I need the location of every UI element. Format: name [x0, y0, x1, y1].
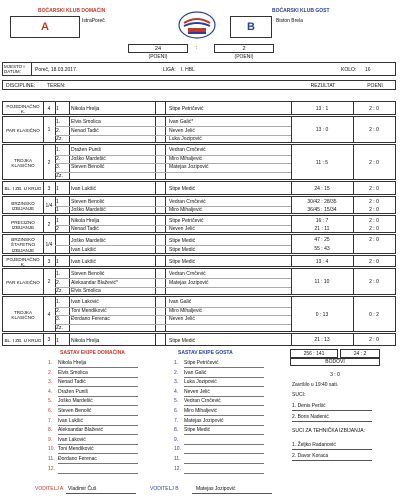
- result-value: 13 : 0: [315, 127, 329, 133]
- roster-player: Elvis Smolica: [58, 369, 88, 376]
- guest-leader-name: Matejas Jozipović: [196, 486, 236, 492]
- bonus-label: BODOVI: [325, 359, 345, 365]
- guest-player: Stipe Medić: [169, 237, 196, 244]
- roster-entry: [174, 379, 274, 385]
- table-row: [2, 296, 396, 332]
- roster-player: Joško Mardešić: [58, 398, 93, 405]
- home-player: Joško Mardešić: [71, 155, 106, 162]
- home-player: Joško Mardešić: [71, 207, 106, 213]
- roster-player: Ivan Lukšić: [58, 417, 84, 424]
- player-number: Zz.: [56, 287, 63, 294]
- roster-number: 2.: [48, 369, 53, 376]
- points-value: 2 : 0: [369, 218, 379, 224]
- roster-player: Luka Jozipović: [184, 379, 217, 386]
- table-row: [2, 333, 396, 346]
- roster-entry: [174, 466, 274, 472]
- roster-number: 3.: [174, 379, 179, 386]
- roster-entry: [48, 456, 148, 462]
- player-number: 2.: [56, 127, 61, 134]
- tech-judges-label: SUCI ZA TEHNIČKA IZBIJANJA:: [292, 428, 365, 434]
- roster-number: 1.: [174, 360, 179, 366]
- roster-entry: [48, 408, 148, 414]
- roster-entry: [48, 437, 148, 443]
- points-value: 2 : 0: [369, 337, 379, 343]
- points-value: 2 : 0: [369, 185, 379, 192]
- roster-number: 12.: [174, 465, 181, 472]
- roster-number: 4.: [174, 388, 179, 395]
- points-value: 2 : 0: [369, 105, 379, 112]
- player-number: 1: [56, 186, 59, 192]
- total-result-box: [290, 349, 338, 358]
- home-player: Steven Benolić: [71, 199, 105, 205]
- roster-player: Dražen Puniš: [58, 388, 89, 395]
- table-row: [2, 181, 396, 195]
- discipline-label: PAR KLASIČNO: [6, 127, 40, 133]
- player-number: 1.: [56, 299, 61, 306]
- roster-number: 5.: [174, 398, 179, 405]
- roster-entry: [48, 379, 148, 385]
- roster-entry: [174, 456, 274, 462]
- roster-number: 5.: [48, 398, 53, 405]
- terrain-value: 2: [47, 159, 51, 166]
- guest-player: Neven Jelić: [169, 316, 195, 323]
- roster-entry: [48, 427, 148, 433]
- discipline-label: POJEDINAČNO K.: [6, 103, 40, 114]
- result-value-2: 36/45 : 15/34: [307, 207, 337, 213]
- points-value: 2 : 0: [369, 199, 379, 205]
- terrain-value: 3: [47, 337, 51, 343]
- guest-player: Stipe Medić: [169, 337, 196, 344]
- table-row: [2, 196, 396, 214]
- table-row: [2, 101, 396, 115]
- guest-player: Miro Mihaljević: [169, 307, 203, 314]
- home-player: Aleksandar Blažević*: [71, 279, 118, 286]
- player-number: 1: [56, 199, 59, 205]
- home-player: Nikola Hrelja: [71, 218, 100, 224]
- roster-entry: [174, 389, 274, 395]
- player-number: 1: [56, 218, 59, 224]
- player-number: 3.: [56, 316, 61, 323]
- player-number: 2.: [56, 279, 61, 286]
- roster-entry: [48, 360, 148, 366]
- guest-player: Stipe Medić: [169, 186, 196, 192]
- roster-number: 8.: [48, 427, 53, 434]
- roster-entry: [48, 389, 148, 395]
- roster-number: 6.: [174, 408, 179, 414]
- terrain-value: 2: [47, 279, 51, 285]
- roster-player: Aleksandar Blažević: [58, 427, 104, 434]
- roster-entry: [48, 418, 148, 424]
- place-value: Poreč, 18.03.2017.: [35, 67, 78, 73]
- home-roster-title: SASTAV EKIPE DOMAĆINA: [60, 350, 125, 356]
- roster-number: 7.: [48, 417, 53, 424]
- roster-player: Steven Benolić: [58, 408, 92, 414]
- guest-roster: [174, 360, 274, 478]
- guest-roster-title: SASTAV EKIPE GOSTA: [178, 350, 233, 356]
- player-number: Zz.: [56, 172, 63, 179]
- guest-player: Neven Jelić: [169, 127, 195, 134]
- guest-player: Matejas Jozipović: [169, 279, 209, 286]
- discipline-label: POJEDINAČNO K.: [6, 256, 40, 267]
- guest-player: Luka Jozipović: [169, 135, 202, 142]
- home-roster: [48, 360, 148, 478]
- points-value: 2 : 0: [369, 237, 379, 243]
- roster-number: 3.: [48, 379, 53, 386]
- guest-player: Vedran Crnčević: [169, 199, 206, 205]
- roster-player: Matejas Jozipović: [184, 417, 224, 424]
- guest-points: 2: [242, 46, 246, 52]
- bonus-label-box: [290, 358, 380, 366]
- guest-club-name: Biston Brela: [276, 18, 303, 24]
- player-number: Zz.: [56, 135, 63, 142]
- roster-player: Neven Jelić: [184, 388, 210, 395]
- guest-player: Vedran Crnčević: [169, 147, 206, 154]
- guest-player: Neven Jelić: [169, 226, 195, 232]
- guest-points-label: (POENI): [234, 54, 254, 60]
- player-number: 1.: [56, 119, 61, 126]
- roster-player: Miro Mihaljević: [184, 408, 218, 414]
- judge-1: 1. Denis Peršić: [292, 403, 326, 409]
- home-player: Nikola Hrelja: [71, 337, 100, 344]
- player-number: Zz.: [56, 324, 63, 331]
- guest-club-title: BOĆARSKI KLUB GOST: [272, 8, 330, 14]
- home-player: Ivan Lukšić: [71, 246, 97, 253]
- roster-entry: [174, 360, 274, 366]
- place-label: MJESTO I DATUM:: [4, 64, 25, 74]
- roster-number: 11.: [48, 456, 55, 462]
- roster-player: Ivan Laković: [58, 436, 86, 443]
- player-number: 2.: [56, 307, 61, 314]
- home-player: Ivan Lukšić: [71, 186, 97, 192]
- discipline-header: DISCIPLINE:: [6, 83, 36, 89]
- terrain-value: 1/4: [45, 202, 53, 209]
- points-value: 0 : 2: [369, 311, 379, 318]
- roster-entry: [48, 370, 148, 376]
- terrain-value: 4: [47, 105, 51, 112]
- result-value: 0 : 13: [315, 311, 329, 318]
- tech-judge-1: 1. Željko Radanović: [292, 442, 336, 448]
- home-player: Ivan Lukšić: [71, 259, 97, 265]
- terrain-value: 1/4: [45, 241, 53, 248]
- guest-player: Miro Mihaljević: [169, 155, 203, 162]
- guest-player: Miro Mihaljević: [169, 207, 203, 213]
- home-leader-name: Vladimir Čuš: [68, 486, 97, 492]
- roster-player: Đordano Ferenac: [58, 456, 97, 462]
- guest-player: Stipe Petričević: [169, 106, 204, 112]
- points-value-2: 2 : 0: [369, 207, 379, 213]
- home-player: Đordano Ferenac: [71, 316, 110, 323]
- roster-player: Nikola Hrelja: [58, 360, 87, 366]
- terrain-value: 1: [47, 127, 51, 133]
- judge-2: 2. Boris Nadenić: [292, 414, 329, 420]
- guest-player: Ivan Galić: [169, 299, 192, 306]
- roster-entry: [174, 437, 274, 443]
- guest-player: Ivan Galić*: [169, 119, 194, 126]
- roster-entry: [48, 446, 148, 452]
- home-letter: A: [41, 21, 49, 33]
- result-value: 16 : 7: [315, 218, 329, 224]
- total-result: 256 : 141: [303, 351, 325, 357]
- result-header: REZULTAT: [310, 83, 336, 89]
- roster-number: 10.: [174, 446, 181, 453]
- home-player: Steven Benolić: [71, 271, 105, 278]
- discipline-label: BRZINSKO ŠTAFETNO IZBIJANJE: [10, 236, 36, 253]
- roster-player: Toni Mendiković: [58, 446, 94, 453]
- result-value: 47 : 25: [314, 237, 330, 243]
- result-value: 24 : 15: [314, 185, 330, 192]
- home-player: Joško Mardešić: [71, 237, 106, 244]
- home-points-label: (POENI): [148, 54, 168, 60]
- roster-player: Vedran Crnčević: [184, 398, 221, 405]
- discipline-label: TROJKA KLASIČNO: [11, 157, 35, 168]
- roster-number: 6.: [48, 408, 53, 414]
- discipline-label: BRZINSKO IZBIJANJE: [11, 200, 35, 211]
- bonus-value: 3 : 0: [330, 372, 340, 378]
- judges-label: SUCI:: [292, 392, 306, 398]
- guest-player: Stipe Petričević: [169, 218, 204, 224]
- player-number: 1.: [56, 147, 61, 154]
- total-points-box: [340, 349, 380, 358]
- guest-player: Stipe Medić: [169, 246, 196, 253]
- roster-entry: [174, 418, 274, 424]
- roster-number: 2.: [174, 369, 179, 376]
- home-player: Toni Mendiković: [71, 307, 107, 314]
- round-label: KOLO:: [341, 67, 357, 73]
- roster-entry: [48, 398, 148, 404]
- result-value: 13 : 1: [315, 105, 329, 112]
- discipline-label: BL. I ZB. U KRUG: [4, 186, 42, 192]
- home-points: 24: [154, 46, 162, 52]
- roster-entry: [174, 427, 274, 433]
- table-row: [2, 234, 396, 254]
- terrain-value: 3: [47, 185, 51, 192]
- table-row: [2, 144, 396, 180]
- roster-entry: [48, 466, 148, 472]
- table-row: [2, 268, 396, 295]
- discipline-label: PRECIZNO IZBIJANJE: [11, 219, 35, 230]
- roster-player: Ivan Galić: [184, 369, 207, 376]
- points-separator: :: [196, 45, 198, 51]
- table-row: [2, 255, 396, 267]
- player-number: 2.: [56, 155, 61, 162]
- match-table: [2, 0, 396, 350]
- tech-judge-2: 2. Davor Koraca: [292, 453, 329, 459]
- roster-number: 11.: [174, 456, 181, 462]
- roster-number: 8.: [174, 427, 179, 434]
- result-value: 30/42 : 28/35: [307, 199, 337, 205]
- terrain-value: 2: [47, 221, 51, 228]
- discipline-label: BL. I ZB. U KRUG: [4, 337, 42, 343]
- terrain-value: 3: [47, 258, 51, 265]
- points-value-2: 2 : 0: [369, 226, 379, 232]
- ended-text: Završilo u 19:40 sati.: [292, 382, 339, 388]
- roster-entry: [174, 408, 274, 414]
- terrain-header: TEREN:: [47, 83, 66, 89]
- result-value: 21 : 13: [314, 337, 330, 343]
- player-number: 1: [56, 337, 59, 344]
- roster-player: Nenad Tadić: [58, 379, 86, 386]
- roster-player: Stipe Petričević: [184, 360, 219, 366]
- home-player: Elvis Smolica: [71, 287, 101, 294]
- home-player: Dražen Puniš: [71, 147, 102, 154]
- player-number: 1: [56, 106, 59, 112]
- player-number: 3.: [56, 164, 61, 171]
- guest-leader-label: VODITELJ B: [150, 486, 179, 492]
- points-header: POENI: [367, 83, 383, 89]
- round-value: 16: [365, 67, 371, 73]
- home-club-name: IstraPoreč: [82, 18, 105, 24]
- home-player: Nenad Tadić: [71, 226, 99, 232]
- home-player: Ivan Laković: [71, 299, 99, 306]
- points-value: 2 : 0: [369, 279, 379, 285]
- home-club-title: BOĆARSKI KLUB DOMAĆIN: [38, 8, 106, 14]
- home-player: Steven Benolić: [71, 164, 105, 171]
- total-points: 24 : 2: [353, 351, 367, 357]
- home-player: Elvis Smolica: [71, 119, 101, 126]
- result-value: 13 : 4: [315, 258, 329, 265]
- roster-number: 9.: [48, 436, 53, 443]
- roster-number: 1.: [48, 360, 53, 366]
- points-value: 2 : 0: [369, 159, 379, 166]
- points-value: 2 : 0: [369, 258, 379, 265]
- roster-number: 4.: [48, 388, 53, 395]
- roster-number: 7.: [174, 417, 179, 424]
- terrain-value: 4: [47, 311, 51, 318]
- result-value: 11 : 10: [314, 279, 330, 285]
- player-number: 1.: [56, 271, 61, 278]
- home-leader-label: VODITELJ A: [35, 486, 64, 492]
- guest-player: Stipe Medić: [169, 259, 196, 265]
- discipline-label: PAR KLASIČNO: [6, 279, 40, 285]
- home-player: Nikola Hrelja: [71, 106, 100, 112]
- roster-entry: [174, 370, 274, 376]
- roster-number: 12.: [48, 465, 55, 472]
- discipline-label: TROJKA KLASIČNO: [11, 309, 35, 320]
- player-number: 1: [56, 207, 59, 213]
- guest-player: Vedran Crnčević: [169, 271, 206, 278]
- player-number: 2: [56, 226, 59, 232]
- guest-player: Matejas Jozipović: [169, 164, 209, 171]
- guest-letter: B: [247, 21, 255, 33]
- table-row: [2, 215, 396, 233]
- result-value: 11 : 5: [315, 159, 329, 166]
- roster-entry: [174, 398, 274, 404]
- roster-player: Stipe Medić: [184, 427, 211, 434]
- league-value: I. HBL: [181, 67, 195, 73]
- result-value-2: 21 : 11: [314, 226, 330, 232]
- points-value: 2 : 0: [369, 127, 379, 133]
- roster-number: 10.: [48, 446, 55, 453]
- result-value-2: 55 : 43: [314, 246, 330, 252]
- league-label: LIGA:: [163, 67, 176, 73]
- roster-number: 9.: [174, 436, 179, 443]
- player-number: 1: [56, 259, 59, 265]
- roster-entry: [174, 446, 274, 452]
- home-player: Nenad Tadić: [71, 127, 99, 134]
- table-row: [2, 116, 396, 143]
